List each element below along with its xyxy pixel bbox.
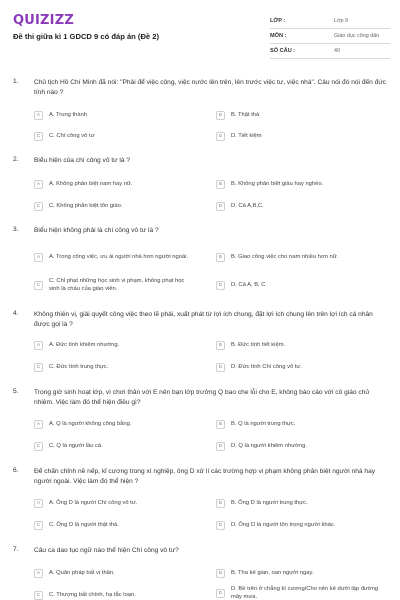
option-c[interactable] [34, 439, 189, 453]
option-b[interactable] [216, 108, 386, 122]
option-text: B. Tha kẻ gian, oan người ngay. [231, 570, 314, 576]
option-text: A. Không phân biệt nam hay nữ. [49, 181, 133, 187]
option-a[interactable] [34, 566, 189, 580]
question-number: 7. [13, 546, 19, 553]
option-letter-box: A [34, 499, 43, 508]
option-text: D. Đức tính Chí công vô tư. [231, 364, 302, 370]
question-number: 6. [13, 467, 19, 474]
option-b[interactable] [216, 566, 386, 580]
option-c[interactable] [34, 129, 189, 143]
option-letter-box: B [216, 569, 225, 578]
option-letter-box: D [216, 132, 225, 141]
question-number: 4. [13, 310, 19, 317]
option-c[interactable] [34, 199, 189, 213]
meta-row-subject [270, 29, 390, 44]
option-b[interactable] [216, 250, 386, 264]
meta-label: SỐ CÂU : [270, 48, 296, 54]
option-c[interactable] [34, 518, 189, 532]
option-text: C. Đức tính trung thực. [49, 364, 109, 370]
option-a[interactable] [34, 108, 189, 122]
option-text: B. Giao công việc cho nam nhiều hơn nữ. [231, 254, 339, 260]
option-text: D. Tiết kiệm [231, 133, 262, 139]
option-letter-box: D [216, 363, 225, 372]
option-letter-box: A [34, 341, 43, 350]
option-a[interactable] [34, 417, 189, 431]
question-text: Biểu hiện của chí công vô tư là ? [34, 157, 131, 164]
meta-label: MÔN : [270, 33, 287, 39]
option-b[interactable] [216, 417, 386, 431]
option-text: C. Q là người lầu cá. [49, 443, 103, 449]
option-letter-box: D [216, 442, 225, 451]
option-text: D. Cả A, B, C [231, 282, 266, 288]
question-number: 1. [13, 78, 19, 85]
option-d[interactable] [216, 129, 386, 143]
option-letter-box: C [34, 442, 43, 451]
option-text: A. Ông D là người Chí công vô tư. [49, 500, 138, 506]
option-text: C. Thượng bất chính, hạ tắc loạn. [49, 592, 136, 598]
question-text: Để chấn chỉnh nề nếp, kỉ cương trong xí nghiệp, ông D xử lí các trường hợp vi phạm không phân biệt người nhà hay người ngoài. Việc làm đó thể hiện ? [34, 468, 376, 485]
option-c[interactable] [34, 360, 189, 374]
option-letter-box: C [34, 363, 43, 372]
meta-row-question-count [270, 44, 390, 59]
option-letter-box: C [34, 202, 43, 211]
option-text: A. Trung thành [49, 112, 88, 118]
option-text: A. Trong công việc, ưu ái người nhà hơn người ngoài. [49, 254, 189, 260]
option-text: C. Không phân biệt tôn giáo. [49, 203, 123, 209]
document-title: Đề thi giữa kì 1 GDCD 9 có đáp án (Đề 2) [13, 32, 160, 41]
option-text: B. Không phân biệt giàu hay nghèo. [231, 181, 324, 187]
option-letter-box: B [216, 499, 225, 508]
option-text: C. Chỉ phạt những học sinh vi phạm, không phạt học sinh là cháu của giáo viên. [49, 278, 185, 292]
question-text: Không thiên vị, giải quyết công việc theo lẽ phải, xuất phát từ lợi ích chung, đặt lợi ích chung lên trên lợi ích cá nhân được gọi là ? [34, 311, 373, 328]
option-letter-box: B [216, 341, 225, 350]
option-letter-box: A [34, 180, 43, 189]
meta-label: LỚP : [270, 18, 286, 24]
option-b[interactable] [216, 496, 386, 510]
option-d[interactable] [216, 439, 386, 453]
option-text: D. Q là người khiêm nhường. [231, 443, 307, 449]
meta-value: Lớp 9 [334, 18, 349, 24]
option-text: D. Ông D là người tôn trọng người khác. [231, 522, 336, 528]
option-text: B. Thật thà [231, 112, 260, 118]
option-letter-box: D [216, 521, 225, 530]
option-d[interactable] [216, 360, 386, 374]
option-a[interactable] [34, 338, 189, 352]
option-a[interactable] [34, 246, 189, 268]
option-text: A. Đức tính khiêm nhường. [49, 342, 120, 348]
option-text: B. Q là người trung thực. [231, 421, 296, 427]
question-number: 5. [13, 388, 19, 395]
meta-value: Giáo dục công dân [334, 33, 380, 39]
quizizz-logo: QUIZIZZ [13, 13, 74, 28]
option-text: C. Chí công vô tư [49, 133, 95, 139]
option-d[interactable] [216, 278, 386, 292]
option-letter-box: D [216, 281, 225, 290]
option-letter-box: A [34, 111, 43, 120]
meta-value: 40 [334, 48, 340, 54]
meta-info [270, 14, 390, 59]
option-text: A. Quân pháp bất vị thân. [49, 570, 115, 576]
option-text: D. Bề trên ở chẳng kì cương/Cho nên kẻ dưới lập đường mây mưa. [231, 586, 379, 600]
option-letter-box: D [216, 589, 225, 598]
option-letter-box: C [34, 132, 43, 141]
question-text: Câu ca dao tục ngữ nào thể hiện Chí công vô tư? [34, 547, 179, 554]
option-letter-box: C [34, 281, 43, 290]
option-c[interactable] [34, 588, 189, 600]
option-b[interactable] [216, 177, 386, 191]
option-letter-box: B [216, 111, 225, 120]
option-a[interactable] [34, 177, 189, 191]
option-letter-box: A [34, 253, 43, 262]
option-d[interactable] [216, 518, 386, 532]
option-letter-box: A [34, 569, 43, 578]
question-text: Chủ tịch Hồ Chí Minh đã nói: "Phải để việc công, việc nước lên trên, lên trước việc tư, việc nhà". Câu nói đó nói đến đức tính nào ? [34, 79, 387, 96]
option-b[interactable] [216, 338, 386, 352]
question-text: Trong giờ sinh hoạt lớp, vì chơi thân với E nên bạn lớp trưởng Q bao che lỗi cho E, không báo cáo với cô giáo chủ nhiệm. Việc làm đó thể hiện điều gì? [34, 389, 370, 406]
option-a[interactable] [34, 496, 189, 510]
option-letter-box: B [216, 180, 225, 189]
question-number: 2. [13, 156, 19, 163]
question-number: 3. [13, 226, 19, 233]
meta-row-class [270, 14, 390, 29]
option-letter-box: C [34, 591, 43, 600]
option-text: D. Cả A,B,C. [231, 203, 264, 209]
option-letter-box: B [216, 253, 225, 262]
header [0, 0, 400, 64]
option-letter-box: D [216, 202, 225, 211]
option-text: B. Ông D là người trung thực. [231, 500, 308, 506]
option-c[interactable] [34, 274, 189, 296]
option-text: C. Ông D là người thật thà. [49, 522, 119, 528]
option-d[interactable] [216, 586, 386, 600]
option-letter-box: C [34, 521, 43, 530]
option-text: B. Đức tính tiết kiệm. [231, 342, 286, 348]
option-text: A. Q là người không công bằng. [49, 421, 132, 427]
question-text: Biểu hiện không phải là chí công vô tư là ? [34, 227, 159, 234]
option-letter-box: A [34, 420, 43, 429]
option-letter-box: B [216, 420, 225, 429]
option-d[interactable] [216, 199, 386, 213]
